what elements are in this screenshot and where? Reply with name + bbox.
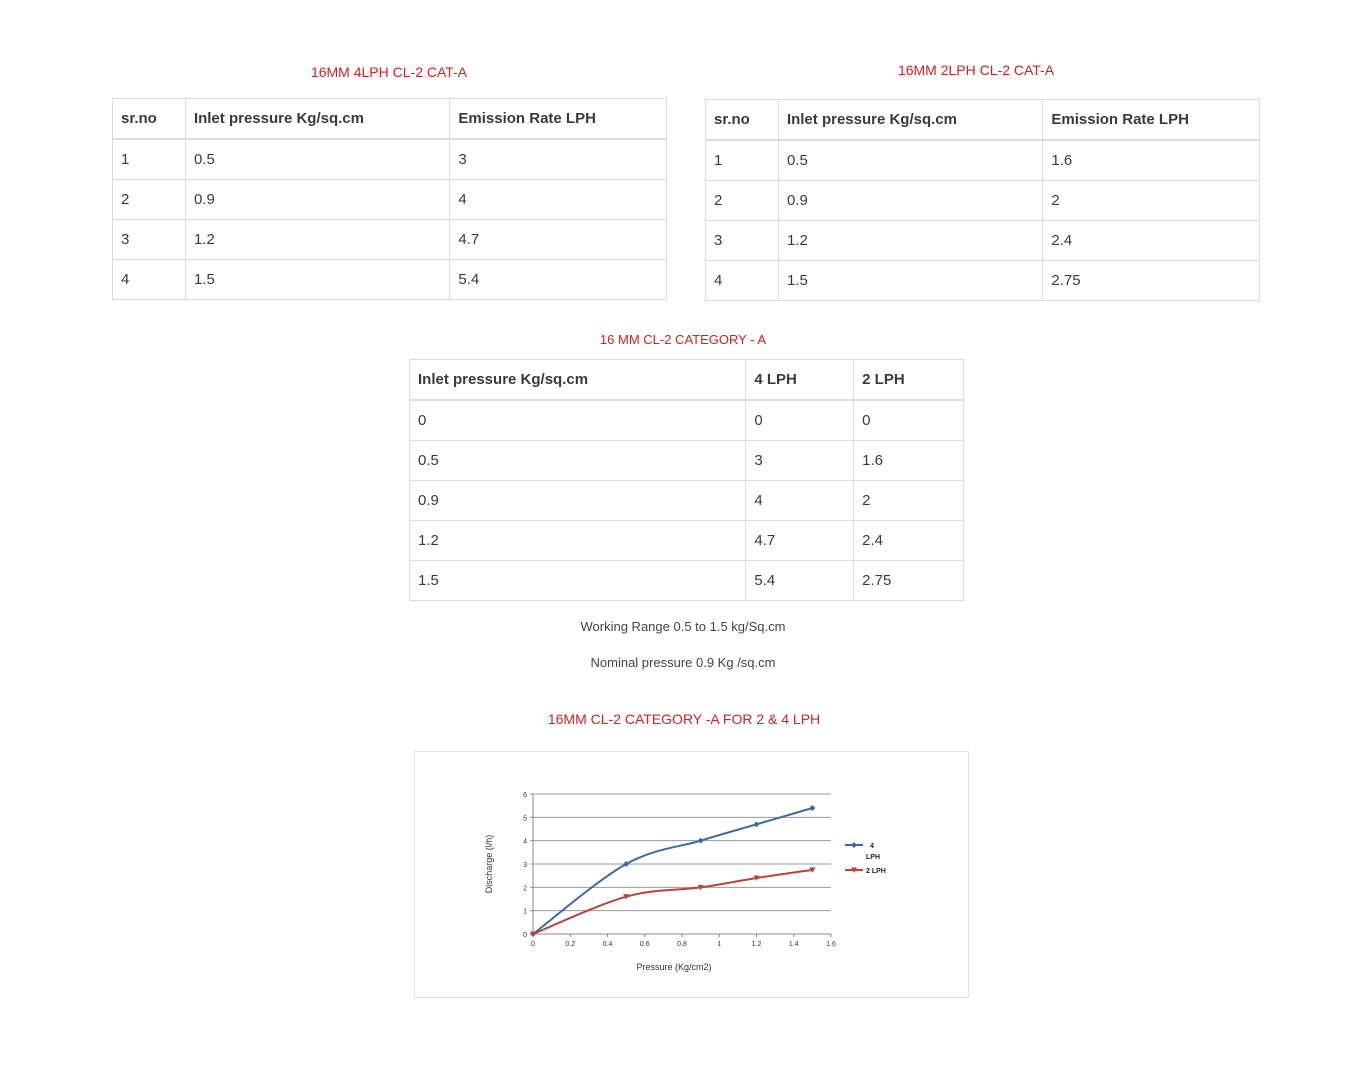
table2-title: 16MM 2LPH CL-2 CAT-A [897, 62, 1055, 78]
table2-2lph [705, 99, 1260, 301]
column-header: Inlet pressure Kg/sq.cm [185, 99, 449, 140]
chart-xlabel: Pressure (Kg/cm2) [636, 962, 712, 972]
table-cell: 1 [706, 140, 779, 181]
y-tick-label: 6 [523, 792, 527, 799]
column-header: Emission Rate LPH [1043, 100, 1260, 141]
table-cell: 0.5 [778, 140, 1042, 181]
column-header: sr.no [113, 99, 186, 140]
table-cell: 2.75 [1043, 261, 1260, 301]
table-cell: 0.9 [185, 180, 449, 220]
discharge-chart [414, 751, 969, 998]
table-cell: 4.7 [746, 521, 854, 561]
x-tick-label: 0.4 [602, 941, 613, 948]
table-cell: 2.4 [854, 521, 964, 561]
table-cell: 4 [450, 180, 667, 220]
x-tick-label: 0.8 [677, 941, 687, 948]
table-cell: 0.5 [185, 139, 449, 180]
x-tick-label: 0 [531, 941, 535, 948]
x-tick-label: 0.6 [639, 941, 650, 948]
column-header: Inlet pressure Kg/sq.cm [410, 360, 746, 401]
table-header-row [113, 99, 667, 140]
data-point [809, 805, 815, 811]
table-cell: 2.75 [854, 561, 964, 601]
table-row [410, 561, 964, 601]
table3-title: 16 MM CL-2 CATEGORY - A [599, 332, 767, 347]
column-header: sr.no [706, 100, 779, 141]
table-row [410, 400, 964, 441]
table-cell: 1.2 [778, 221, 1042, 261]
table-header-row [410, 360, 964, 401]
table-cell: 0 [746, 400, 854, 441]
table-cell: 0.5 [410, 441, 746, 481]
data-point [851, 842, 857, 848]
table-cell: 1.6 [854, 441, 964, 481]
table-cell: 3 [450, 139, 667, 180]
y-tick-label: 1 [523, 908, 527, 916]
table-cell: 4.7 [450, 220, 667, 260]
y-tick-label: 2 [523, 885, 527, 893]
chart-ylabel: Discharge (l/h) [484, 834, 494, 894]
table-cell: 0.9 [410, 481, 746, 521]
x-tick-label: 1.2 [751, 941, 762, 948]
table-cell: 4 [746, 481, 854, 521]
table-header-row [706, 100, 1260, 141]
x-tick-label: 0.2 [565, 941, 576, 948]
table-cell: 0 [854, 400, 964, 441]
table1-4lph [112, 98, 667, 300]
table-row [706, 221, 1260, 261]
working-range-text: Working Range 0.5 to 1.5 kg/Sq.cm [580, 619, 786, 634]
table-cell: 3 [706, 221, 779, 261]
column-header: 4 LPH [746, 360, 854, 401]
table-cell: 4 [113, 260, 186, 300]
table-row [113, 260, 667, 300]
table-cell: 1.5 [185, 260, 449, 300]
table-cell: 1.6 [1043, 140, 1260, 181]
table1-title: 16MM 4LPH CL-2 CAT-A [310, 64, 468, 80]
table-row [706, 181, 1260, 221]
table-cell: 2 [854, 481, 964, 521]
y-tick-label: 4 [523, 838, 527, 846]
column-header: 2 LPH [854, 360, 964, 401]
chart-title: 16MM CL-2 CATEGORY -A FOR 2 & 4 LPH [547, 711, 821, 727]
table-cell: 1.5 [410, 561, 746, 601]
table-row [113, 220, 667, 260]
table-cell: 5.4 [746, 561, 854, 601]
table-row [706, 261, 1260, 301]
legend-label: LPH [866, 854, 880, 861]
table-cell: 3 [113, 220, 186, 260]
column-header: Emission Rate LPH [450, 99, 667, 140]
chart-svg [415, 752, 968, 997]
nominal-pressure-text: Nominal pressure 0.9 Kg /sq.cm [590, 655, 776, 670]
table-cell: 0 [410, 400, 746, 441]
x-tick-label: 1.4 [788, 941, 799, 948]
y-tick-label: 5 [523, 815, 527, 823]
legend-label: 2 LPH [866, 868, 886, 875]
table-cell: 0.9 [778, 181, 1042, 221]
table-row [410, 481, 964, 521]
table-cell: 2.4 [1043, 221, 1260, 261]
series-line [533, 870, 812, 934]
table-cell: 3 [746, 441, 854, 481]
table-cell: 2 [1043, 181, 1260, 221]
table-cell: 1.2 [185, 220, 449, 260]
table-cell: 4 [706, 261, 779, 301]
column-header: Inlet pressure Kg/sq.cm [778, 100, 1042, 141]
data-point [698, 838, 704, 844]
table-row [410, 441, 964, 481]
x-tick-label: 1.6 [826, 941, 836, 948]
table-row [113, 139, 667, 180]
table-cell: 2 [113, 180, 186, 220]
legend-label: 4 [870, 843, 874, 850]
data-point [754, 821, 760, 827]
table-cell: 2 [706, 181, 779, 221]
x-tick-label: 1 [717, 941, 722, 948]
table-cell: 1.2 [410, 521, 746, 561]
y-tick-label: 3 [523, 862, 527, 869]
y-tick-label: 0 [523, 932, 527, 939]
table-cell: 5.4 [450, 260, 667, 300]
table-row [113, 180, 667, 220]
table3-category-a [409, 359, 964, 601]
table-cell: 1.5 [778, 261, 1042, 301]
table-row [410, 521, 964, 561]
table-row [706, 140, 1260, 181]
table-cell: 1 [113, 139, 186, 180]
